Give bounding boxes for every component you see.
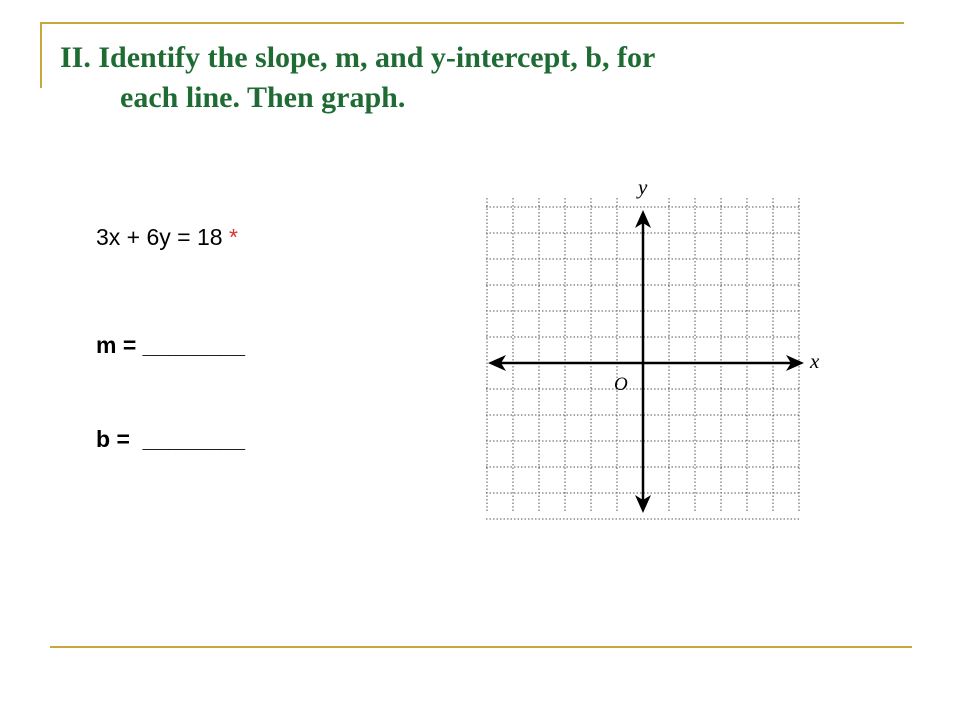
x-axis [488, 355, 804, 371]
top-rule [40, 22, 904, 24]
left-rule [40, 22, 42, 88]
y-axis [635, 210, 651, 513]
equation-text: 3x + 6y = 18 [96, 224, 223, 250]
coordinate-grid[interactable] [484, 176, 829, 521]
y-axis-label: y [638, 176, 648, 199]
intercept-label: b = [96, 426, 143, 452]
equation [96, 224, 238, 251]
x-axis-label: x [810, 349, 820, 373]
star-mark: * [228, 224, 238, 250]
slide-title-line1: II. Identify the slope, m, and y-intercept, b, for [60, 41, 656, 74]
origin-label: O [614, 374, 628, 395]
slide-title [60, 38, 655, 118]
slope-label: m = [96, 332, 143, 358]
intercept-blank[interactable]: ________ [142, 426, 245, 452]
intercept-field [96, 426, 245, 453]
slope-blank[interactable]: ________ [142, 332, 246, 358]
slide-title-line2: each line. Then graph. [120, 81, 406, 114]
slope-field [96, 332, 245, 359]
bottom-rule [50, 646, 912, 648]
